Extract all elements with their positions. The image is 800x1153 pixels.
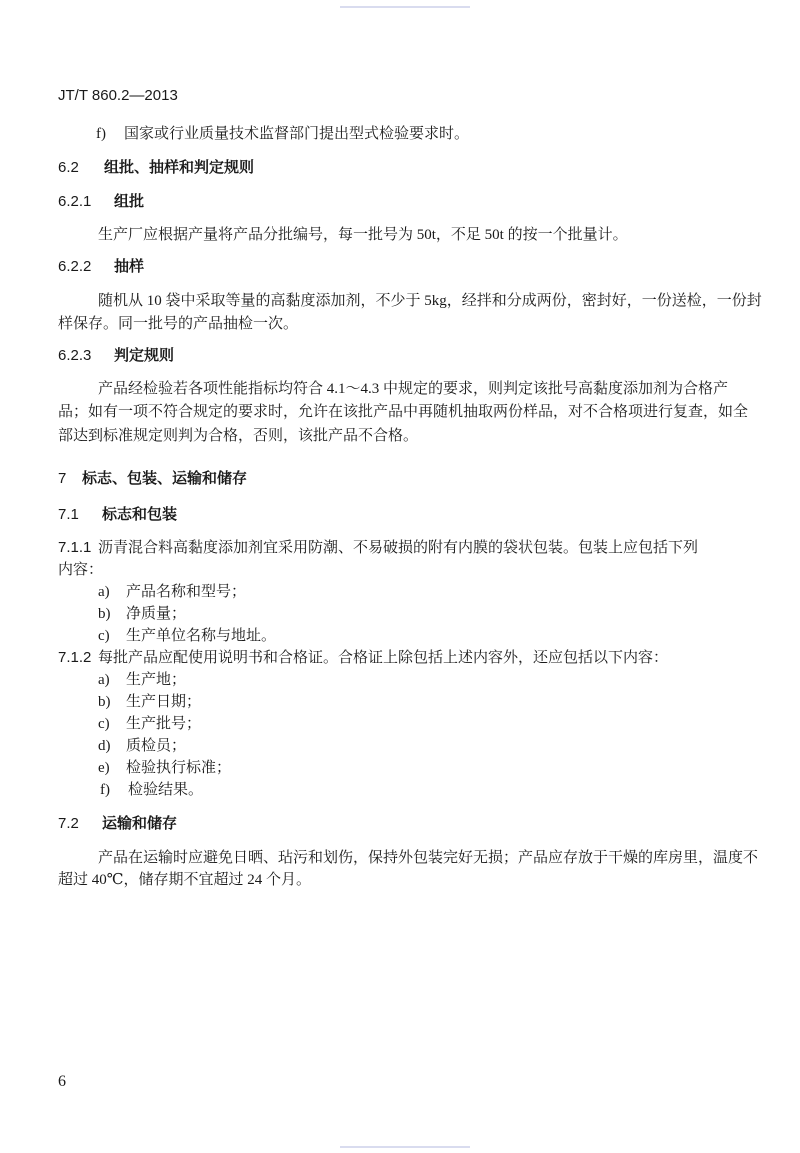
paragraph-line: 产品经检验若各项性能指标均符合 4.1～4.3 中规定的要求，则判定该批号高黏度添加剂为合格产 — [98, 381, 729, 397]
section-number: 6.2.2 — [58, 258, 92, 275]
list-label: c) — [98, 628, 110, 644]
list-text: 产品名称和型号； — [126, 584, 247, 600]
section-title: 标志、包装、运输和储存 — [82, 470, 248, 487]
section-heading-7-2 — [58, 814, 177, 834]
list-text: 生产地； — [126, 672, 187, 688]
clause-number: 7.1.2 — [58, 649, 92, 666]
clause-text: 每批产品应配使用说明书和合格证。合格证上除包括上述内容外，还应包括以下内容： — [98, 650, 669, 666]
list-label: f) — [96, 126, 106, 142]
list-item — [98, 758, 231, 778]
paragraph-line: 内容： — [58, 562, 104, 578]
paragraph-line: 随机从 10 袋中采取等量的高黏度添加剂，不少于 5kg，经拌和分成两份，密封好，一份送检，一份封 — [98, 293, 762, 309]
paragraph-line: 产品在运输时应避免日晒、玷污和划伤，保持外包装完好无损；产品应存放于干燥的库房里，温度不 — [98, 850, 759, 866]
section-number: 6.2.3 — [58, 347, 92, 364]
clause-7-1-2 — [58, 648, 668, 668]
watermark-top — [340, 6, 470, 8]
list-item — [98, 582, 246, 602]
clause-7-1-1 — [58, 538, 698, 558]
list-item — [98, 670, 186, 690]
list-text: 检验执行标准； — [126, 760, 232, 776]
list-item — [96, 124, 469, 144]
list-label: f) — [100, 782, 110, 798]
section-number: 6.2 — [58, 159, 79, 176]
list-item — [98, 604, 186, 624]
section-title: 组批 — [114, 193, 145, 210]
watermark-bottom — [340, 1146, 470, 1148]
list-label: b) — [98, 606, 111, 622]
paragraph-line: 品；如有一项不符合规定的要求时，允许在该批产品中再随机抽取两份样品，对不合格项进行复查，如全 — [58, 404, 749, 420]
list-label: c) — [98, 716, 110, 732]
section-title: 判定规则 — [114, 347, 175, 364]
list-label: b) — [98, 694, 111, 710]
clause-number: 7.1.1 — [58, 539, 92, 556]
section-number: 7 — [58, 470, 67, 487]
section-title: 运输和储存 — [102, 815, 178, 832]
section-heading-6-2-1 — [58, 192, 144, 212]
list-item — [100, 780, 203, 800]
list-label: d) — [98, 738, 111, 754]
list-item — [98, 626, 276, 646]
section-heading-6-2-2 — [58, 257, 144, 277]
section-heading-7-1 — [58, 505, 177, 525]
section-title: 抽样 — [114, 258, 145, 275]
section-title: 组批、抽样和判定规则 — [104, 159, 255, 176]
list-label: a) — [98, 584, 110, 600]
section-number: 6.2.1 — [58, 193, 92, 210]
list-text: 质检员； — [126, 738, 187, 754]
list-text: 生产单位名称与地址。 — [126, 628, 277, 644]
section-title: 标志和包装 — [102, 506, 178, 523]
list-label: a) — [98, 672, 110, 688]
list-item — [98, 736, 186, 756]
paragraph-line: 样保存。同一批号的产品抽检一次。 — [58, 316, 299, 332]
section-number: 7.2 — [58, 815, 79, 832]
page-number: 6 — [58, 1073, 66, 1090]
list-item — [98, 692, 201, 712]
list-item — [98, 714, 201, 734]
section-heading-6-2 — [58, 158, 254, 178]
paragraph-line: 生产厂应根据产量将产品分批编号，每一批号为 50t，不足 50t 的按一个批量计。 — [98, 227, 628, 243]
paragraph-line: 超过 40℃，储存期不宜超过 24 个月。 — [58, 872, 312, 888]
list-text: 净质量； — [126, 606, 187, 622]
section-number: 7.1 — [58, 506, 79, 523]
section-heading-7 — [58, 469, 247, 489]
document-code-header: JT/T 860.2—2013 — [58, 87, 178, 104]
list-label: e) — [98, 760, 110, 776]
list-text: 检验结果。 — [128, 782, 204, 798]
list-text: 生产日期； — [126, 694, 202, 710]
section-heading-6-2-3 — [58, 346, 174, 366]
list-text: 国家或行业质量技术监督部门提出型式检验要求时。 — [124, 126, 470, 142]
clause-text: 沥青混合料高黏度添加剂宜采用防潮、不易破损的附有内膜的袋状包装。包装上应包括下列 — [98, 540, 699, 556]
list-text: 生产批号； — [126, 716, 202, 732]
paragraph-line: 部达到标准规定则判为合格，否则，该批产品不合格。 — [58, 428, 419, 444]
